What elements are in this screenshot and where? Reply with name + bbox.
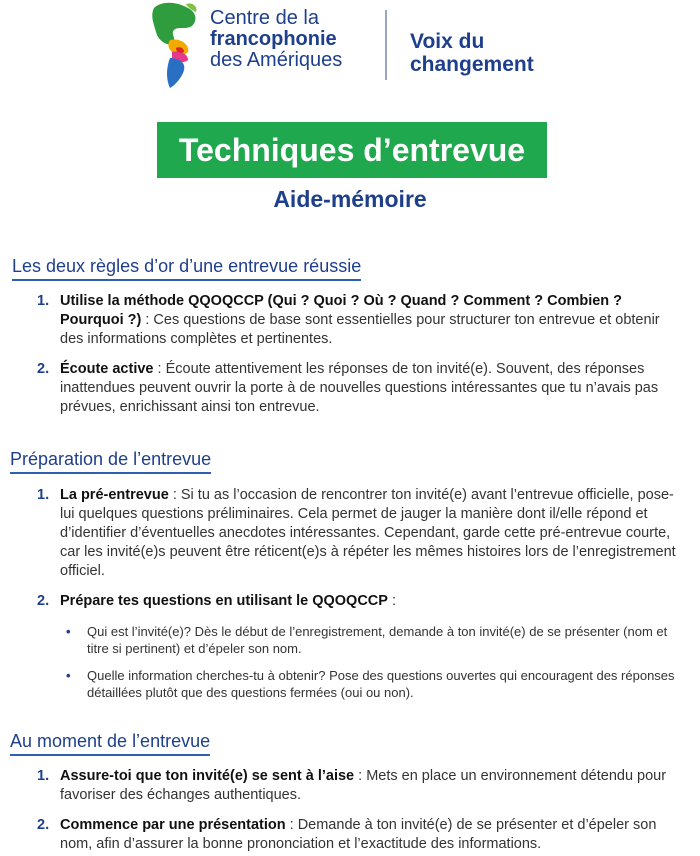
- header: [148, 0, 568, 92]
- org-name-line-2: francophonie: [210, 28, 337, 50]
- list-number: 2.: [37, 361, 50, 377]
- page-subtitle: Aide-mémoire: [273, 186, 427, 212]
- section-heading-golden-rules: Les deux règles d’or d’une entrevue réussie: [12, 256, 361, 281]
- list-item: [0, 292, 700, 349]
- bullet-dot-icon: •: [66, 668, 71, 683]
- list-item: [0, 592, 700, 701]
- list-item-bold: Écoute active: [60, 361, 154, 377]
- list-item-text: : Demande à ton invité(e) de se présenter et d’épeler son nom, afin d’assurer la bonne prononciation et l’exactitude des informations.: [60, 817, 657, 852]
- org-name-line-1: Centre de la: [210, 7, 319, 29]
- list-item: [0, 360, 700, 417]
- list-item-text: : Écoute attentivement les réponses de ton invité(e). Souvent, des réponses inattendues peuvent ouvrir la porte à de nouvelles questions intéressantes que tu n’avais pas prévues, enrichissant ainsi ton entrevue.: [60, 361, 659, 415]
- list-item-bold: Prépare tes questions en utilisant le QQOQCCP: [60, 593, 388, 609]
- bullet-list: [60, 623, 686, 701]
- golden-rules-list: [0, 292, 700, 428]
- list-number: 1.: [37, 768, 50, 784]
- section-heading-during-interview: Au moment de l’entrevue: [10, 731, 210, 756]
- list-item-text: : Si tu as l’occasion de rencontrer ton invité(e) avant l’entrevue officielle, pose-lui quelques questions préliminaires. Cela permet de jauger la manière dont il/elle répond et d’identifier d’éventuelles anecdotes intéressantes. Cependant, garde cette pré-entrevue courte, car les invité(e)s peuvent être réticent(e)s à répéter les mêmes histoires lors de l’enregistrement officiel.: [60, 487, 676, 579]
- bullet-text: Qui est l’invité(e)? Dès le début de l’enregistrement, demande à ton invité(e) de se présenter (nom et titre si pertinent) et d’épeler son nom.: [87, 624, 668, 656]
- tagline-line-2: changement: [410, 53, 534, 76]
- list-item-text: : Ces questions de base sont essentielles pour structurer ton entrevue et obtenir des informations complètes et pertinentes.: [60, 312, 660, 347]
- list-item-text: :: [387, 593, 397, 609]
- list-item: [0, 486, 700, 581]
- list-item-bold: Commence par une présentation: [60, 817, 286, 833]
- bullet-dot-icon: •: [66, 624, 71, 639]
- list-item-bold: Utilise la méthode QQOQCCP (Qui ? Quoi ? Où ? Quand ? Comment ? Combien ? Pourquoi ?): [60, 293, 623, 328]
- list-number: 1.: [37, 293, 50, 309]
- list-item-bold: Assure-toi que ton invité(e) se sent à l’aise: [60, 768, 355, 784]
- org-name-line-3: des Amériques: [210, 49, 343, 71]
- page-title: Techniques d’entrevue: [178, 131, 526, 168]
- francophonie-americas-logo-icon: [148, 0, 202, 90]
- list-number: 2.: [37, 817, 50, 833]
- bullet-item: [60, 623, 686, 657]
- list-number: 1.: [37, 487, 50, 503]
- section-heading-preparation: Préparation de l’entrevue: [10, 449, 211, 474]
- list-item: [0, 767, 700, 805]
- list-item-bold: La pré-entrevue: [60, 487, 169, 503]
- list-item: [0, 816, 700, 854]
- list-number: 2.: [37, 593, 50, 609]
- preparation-list: [0, 486, 700, 712]
- list-item-text: : Mets en place un environnement détendu pour favoriser des échanges authentiques.: [60, 768, 667, 803]
- bullet-item: [60, 667, 686, 701]
- during-interview-list: [0, 767, 700, 856]
- title-banner: [157, 122, 547, 178]
- tagline-line-1: Voix du: [410, 30, 485, 53]
- header-divider: [385, 10, 387, 80]
- bullet-text: Quelle information cherches-tu à obtenir? Pose des questions ouvertes qui encouragent des réponses détaillées plutôt que des questions fermées (oui ou non).: [87, 668, 675, 700]
- org-name: [210, 8, 342, 71]
- tagline: [410, 30, 534, 76]
